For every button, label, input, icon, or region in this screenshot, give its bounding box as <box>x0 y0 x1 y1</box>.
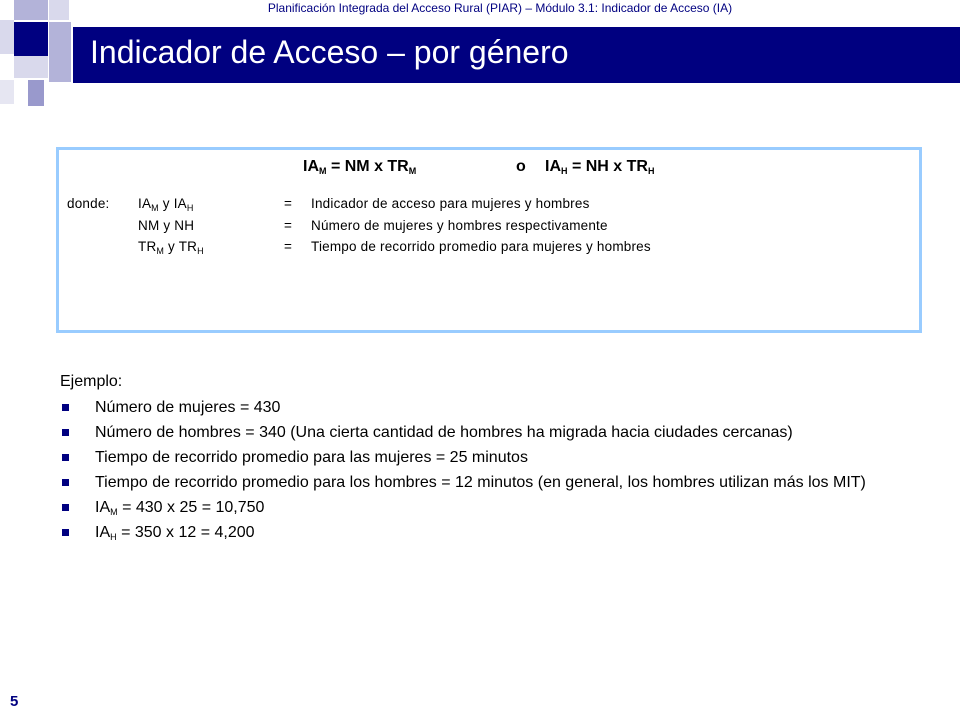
deco-square <box>49 22 71 82</box>
deco-square <box>0 20 14 54</box>
bullet-icon <box>62 454 69 461</box>
deco-square <box>49 0 69 20</box>
deco-square <box>0 80 14 104</box>
list-item: Número de hombres = 340 (Una cierta cantidad de hombres ha migrada hacia ciudades cercanas) <box>62 423 932 442</box>
where-label: donde: <box>67 196 110 211</box>
def-eq: = <box>284 239 293 254</box>
def-eq: = <box>284 218 293 233</box>
formula-men: $IA_H$ = NH x $TR_H$ <box>545 158 655 176</box>
example-label: Ejemplo: <box>60 373 123 390</box>
page-number: 5 <box>10 693 19 710</box>
formula-women: $IA_M$ = NM x $TR_M$ <box>303 158 417 176</box>
deco-square <box>14 56 48 78</box>
list-item: Tiempo de recorrido promedio para las mujeres = 25 minutos <box>62 448 932 467</box>
def-term-n: NM y NH <box>138 218 195 233</box>
def-desc-ia: Indicador de acceso para mujeres y hombres <box>311 196 590 211</box>
bullet-icon <box>62 529 69 536</box>
bullet-icon <box>62 404 69 411</box>
list-item: $IA_H = 350$ x 12 = 4,200 <box>62 523 932 542</box>
deco-square <box>14 0 48 20</box>
bullet-icon <box>62 429 69 436</box>
bullet-icon <box>62 479 69 486</box>
formula-box <box>56 147 922 333</box>
deco-square <box>28 80 44 106</box>
list-item: Tiempo de recorrido promedio para los hombres = 12 minutos (en general, los hombres utilizan más los MIT) <box>62 473 932 492</box>
slide-title: Indicador de Acceso – por género <box>90 34 569 70</box>
deco-square <box>14 22 48 56</box>
formula-connector: o <box>516 158 526 175</box>
example-list <box>62 398 932 548</box>
def-desc-n: Número de mujeres y hombres respectivamente <box>311 218 608 233</box>
def-term-tr: $TR_M$ y $TR_H$ <box>138 239 204 256</box>
list-item: $IA_M = 430$ x 25 = 10,750 <box>62 498 932 517</box>
def-term-ia: $IA_M$ y $IA_H$ <box>138 196 194 213</box>
def-desc-tr: Tiempo de recorrido promedio para mujeres y hombres <box>311 239 651 254</box>
header-text: Planificación Integrada del Acceso Rural (PIAR) – Módulo 3.1: Indicador de Acceso (IA) <box>267 1 733 15</box>
def-eq: = <box>284 196 293 211</box>
bullet-icon <box>62 504 69 511</box>
list-item: Número de mujeres = 430 <box>62 398 932 417</box>
